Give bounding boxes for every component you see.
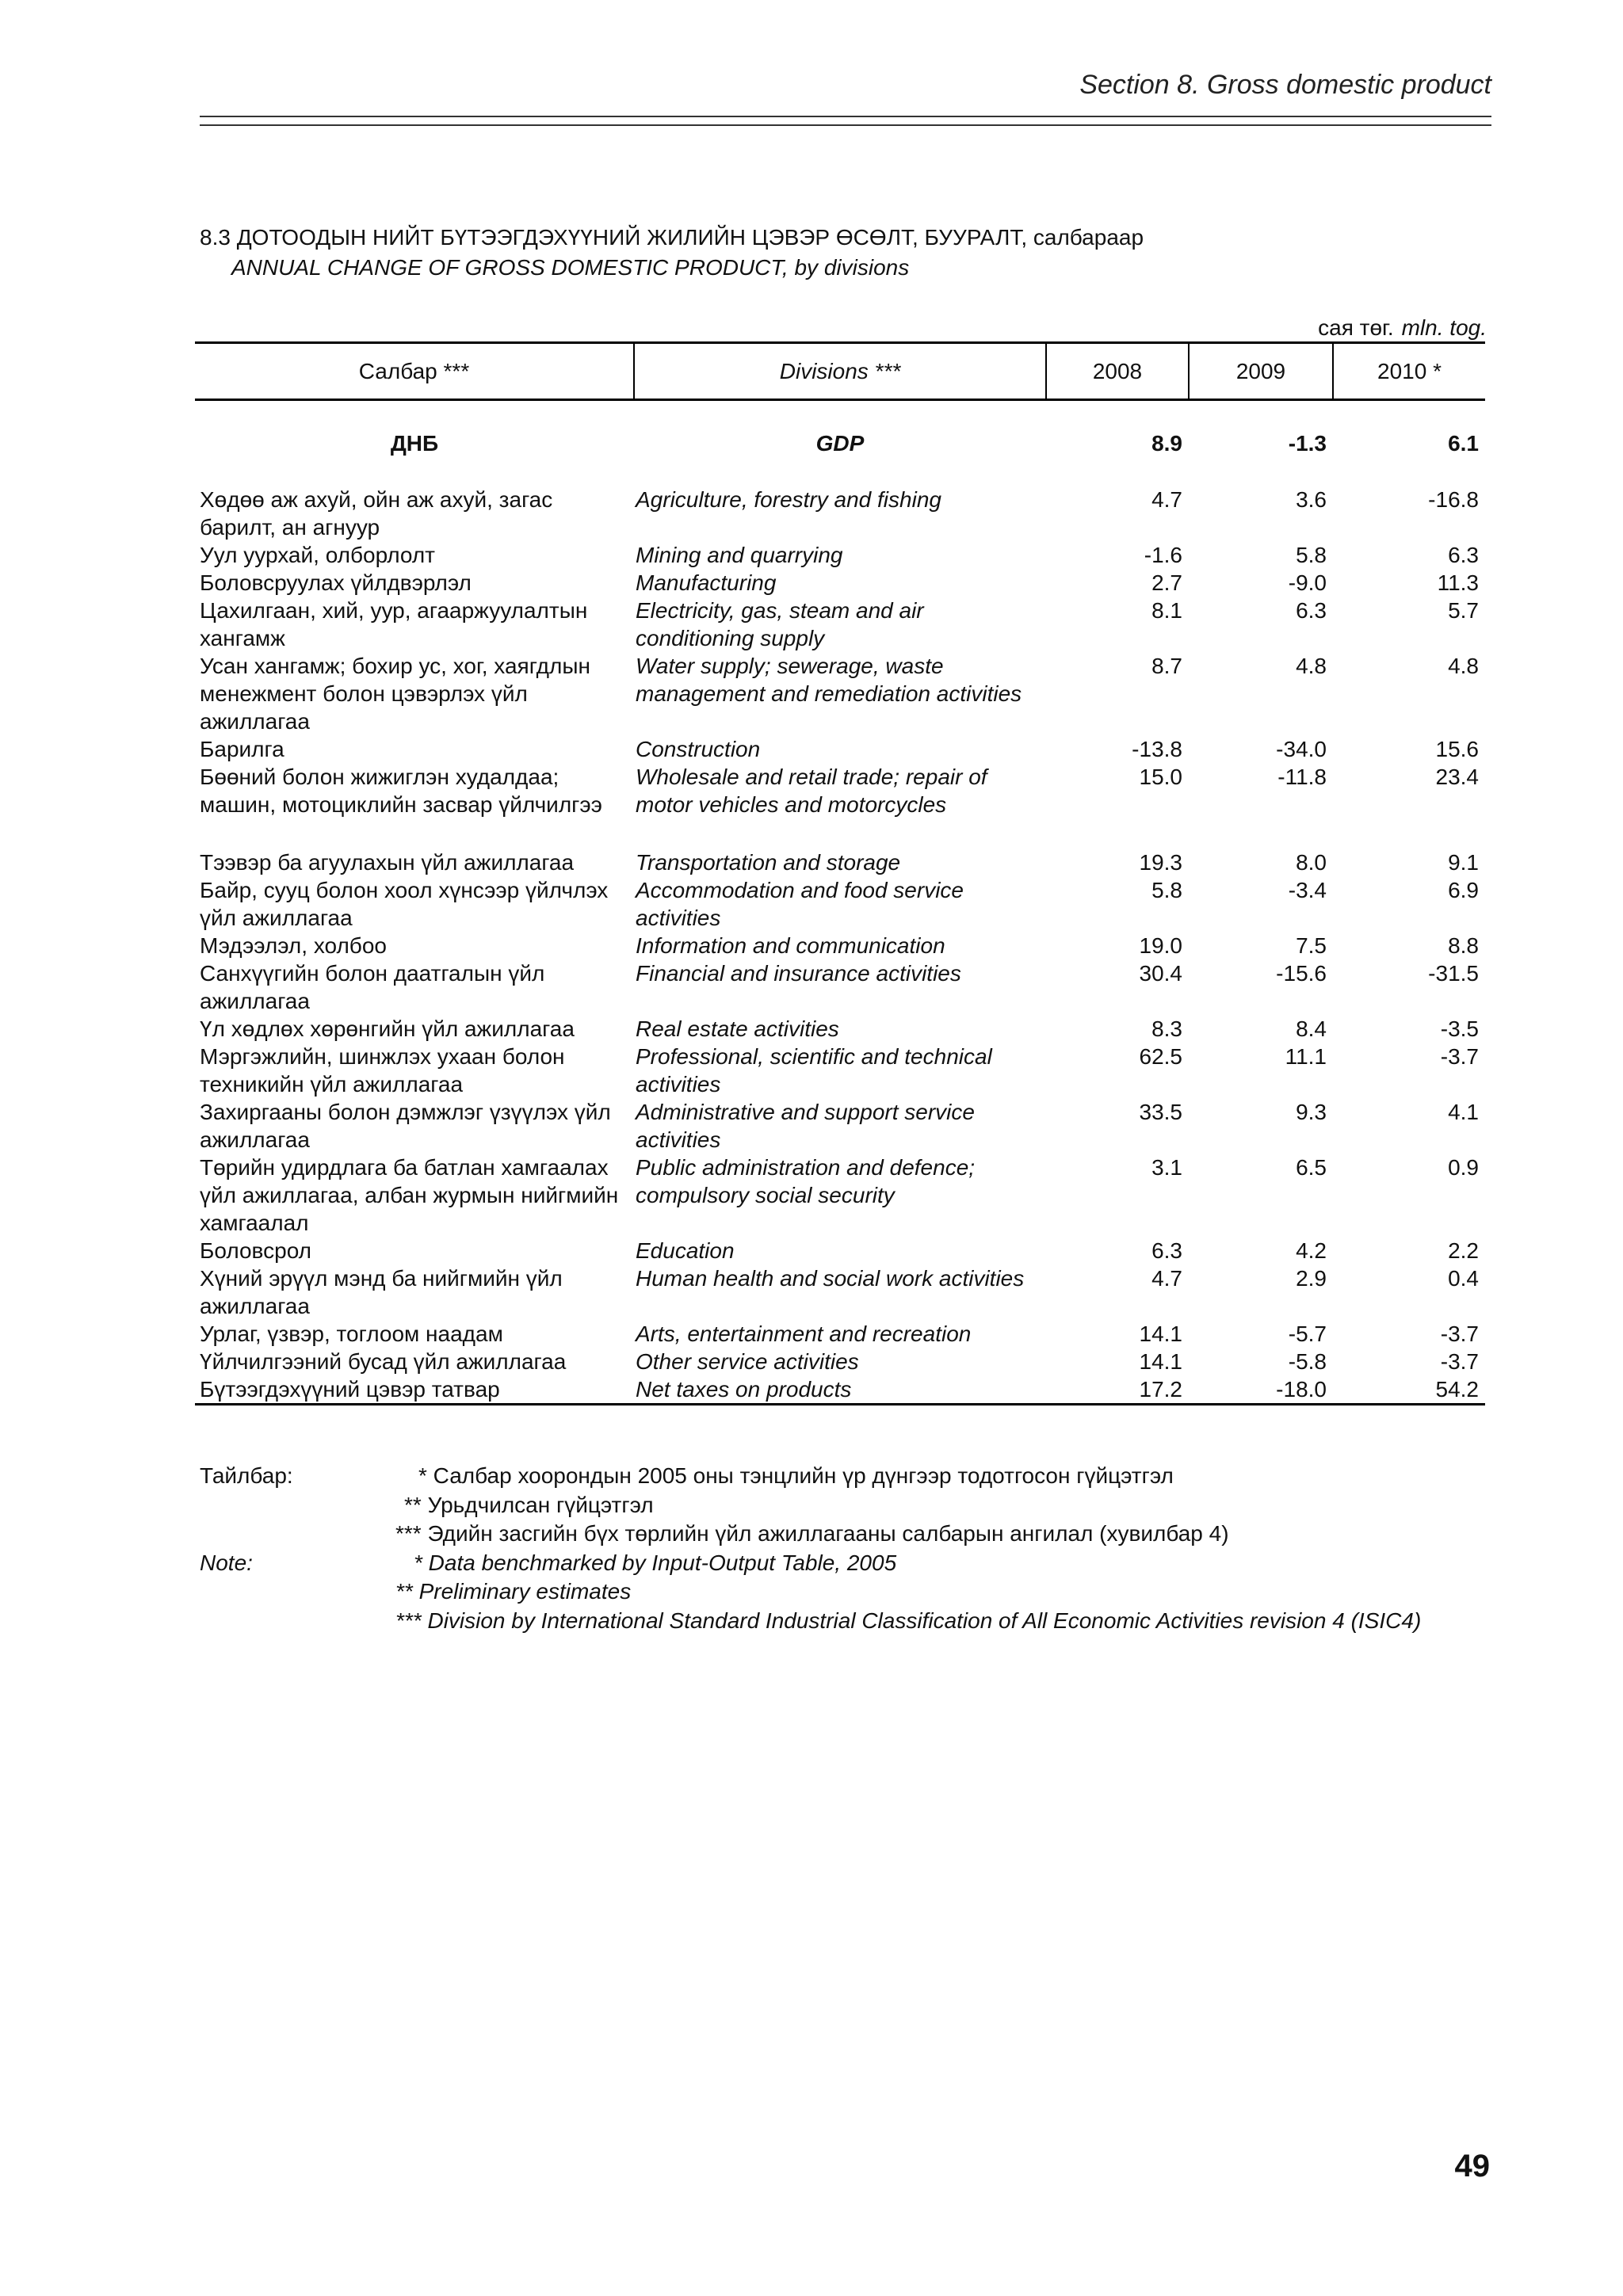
value-2010: 11.3 bbox=[1437, 570, 1479, 595]
value-2009: 6.5 bbox=[1296, 1155, 1327, 1180]
value-2008: 62.5 bbox=[1139, 1044, 1182, 1069]
value-2008: 15.0 bbox=[1139, 765, 1182, 789]
value-2008: -13.8 bbox=[1132, 737, 1182, 761]
header-rule-bottom bbox=[200, 124, 1491, 126]
value-2010: 23.4 bbox=[1435, 765, 1479, 789]
table-row-gdp bbox=[195, 400, 1485, 486]
value-2010: -3.7 bbox=[1440, 1322, 1479, 1346]
table-row bbox=[195, 1320, 1485, 1348]
note-mn-3: *** Эдийн засгийн бүх төрлийн үйл ажиллагааны салбарын ангилал (хувилбар 4) bbox=[395, 1521, 1229, 1546]
value-2008: 33.5 bbox=[1139, 1100, 1182, 1124]
unit-mn: сая төг. bbox=[1318, 315, 1394, 340]
value-2009: 9.3 bbox=[1296, 1100, 1327, 1124]
value-2010: 6.3 bbox=[1448, 543, 1479, 567]
value-2010: 8.8 bbox=[1448, 933, 1479, 958]
table-row bbox=[195, 541, 1485, 569]
row-label-mn: Бөөний болон жижиглэн худалдаа; машин, мотоциклийн засвар үйлчилгээ bbox=[200, 765, 602, 817]
value-2009: -9.0 bbox=[1288, 570, 1327, 595]
row-label-mn: Мэргэжлийн, шинжлэх ухаан болон техникийн үйл ажиллагаа bbox=[200, 1044, 565, 1097]
value-2009: 11.1 bbox=[1285, 1044, 1327, 1069]
table-row bbox=[195, 569, 1485, 597]
row-label-en: Mining and quarrying bbox=[636, 543, 843, 567]
value-2009: 4.8 bbox=[1296, 654, 1327, 678]
value-2008: 5.8 bbox=[1151, 878, 1182, 902]
unit-en: mln. tog. bbox=[1401, 315, 1487, 340]
value-2008: 19.3 bbox=[1139, 850, 1182, 875]
value-2008: 17.2 bbox=[1046, 1375, 1189, 1405]
table-row bbox=[195, 1348, 1485, 1375]
header-2008: 2008 bbox=[1046, 343, 1189, 400]
gdp-change-table bbox=[195, 341, 1485, 1405]
value-2008: 3.1 bbox=[1151, 1155, 1182, 1180]
row-label-mn: Боловсрол bbox=[200, 1238, 311, 1263]
value-2009: 3.6 bbox=[1296, 487, 1327, 512]
row-label-en: Public administration and defence; compulsory social security bbox=[636, 1155, 976, 1207]
row-label-en: Manufacturing bbox=[636, 570, 777, 595]
table-row bbox=[195, 1015, 1485, 1043]
value-2008: 14.1 bbox=[1139, 1322, 1182, 1346]
row-label-mn: Урлаг, үзвэр, тоглоом наадам bbox=[200, 1322, 503, 1346]
row-label-en: Net taxes on products bbox=[634, 1375, 1046, 1405]
row-label-mn: Үл хөдлөх хөрөнгийн үйл ажиллагаа bbox=[200, 1016, 575, 1041]
table-row bbox=[195, 763, 1485, 849]
value-2010: -3.7 bbox=[1440, 1349, 1479, 1374]
value-2009: 6.3 bbox=[1296, 598, 1327, 623]
table-row bbox=[195, 1237, 1485, 1264]
value-2010: -3.7 bbox=[1440, 1044, 1479, 1069]
row-label-en: Arts, entertainment and recreation bbox=[636, 1322, 972, 1346]
row-label-en: Water supply; sewerage, waste management and remediation activities bbox=[636, 654, 1022, 706]
value-2010: 0.4 bbox=[1448, 1266, 1479, 1291]
value-2008: 8.9 bbox=[1151, 431, 1182, 456]
section-header: Section 8. Gross domestic product bbox=[1079, 70, 1491, 100]
value-2009: -34.0 bbox=[1276, 737, 1327, 761]
row-label-en: Construction bbox=[636, 737, 761, 761]
table-row bbox=[195, 1154, 1485, 1237]
table-row bbox=[195, 849, 1485, 876]
row-label-en: Other service activities bbox=[636, 1349, 859, 1374]
notes-label-mn: Тайлбар: bbox=[200, 1463, 293, 1488]
value-2010: 54.2 bbox=[1333, 1375, 1485, 1405]
row-label-en: Accommodation and food service activities bbox=[636, 878, 964, 930]
value-2008: 19.0 bbox=[1139, 933, 1182, 958]
header-2010: 2010 * bbox=[1333, 343, 1485, 400]
value-2010: 4.8 bbox=[1448, 654, 1479, 678]
value-2008: 8.1 bbox=[1151, 598, 1182, 623]
note-en-2: ** Preliminary estimates bbox=[395, 1579, 632, 1604]
row-label-en: Wholesale and retail trade; repair of motor vehicles and motorcycles bbox=[636, 765, 987, 817]
row-label-en: Professional, scientific and technical activities bbox=[636, 1044, 992, 1097]
value-2008: 30.4 bbox=[1139, 961, 1182, 986]
row-label-mn: Цахилгаан, хий, уур, агааржуулалтын хангамж bbox=[200, 598, 588, 650]
table-row bbox=[195, 1043, 1485, 1098]
unit-label bbox=[1318, 315, 1487, 341]
table-row bbox=[195, 652, 1485, 735]
value-2008: 4.7 bbox=[1151, 487, 1182, 512]
row-label-en: Administrative and support service activities bbox=[636, 1100, 975, 1152]
value-2009: 2.9 bbox=[1296, 1266, 1327, 1291]
value-2008: 2.7 bbox=[1151, 570, 1182, 595]
row-label-mn: ДНБ bbox=[390, 431, 439, 456]
row-label-en: Agriculture, forestry and fishing bbox=[636, 487, 941, 512]
value-2009: 8.4 bbox=[1296, 1016, 1327, 1041]
value-2010: 6.9 bbox=[1448, 878, 1479, 902]
note-mn-1: * Салбар хоорондын 2005 оны тэнцлийн үр дүнгээр тодотгосон гүйцэтгэл bbox=[418, 1463, 1174, 1488]
row-label-mn: Хүний эрүүл мэнд ба нийгмийн үйл ажиллагаа bbox=[200, 1266, 563, 1318]
row-label-en: Information and communication bbox=[636, 933, 945, 958]
row-label-mn: Үйлчилгээний бусад үйл ажиллагаа bbox=[200, 1349, 567, 1374]
note-en-1: * Data benchmarked by Input-Output Table, 2005 bbox=[414, 1550, 897, 1575]
value-2008: 8.3 bbox=[1151, 1016, 1182, 1041]
value-2009: 7.5 bbox=[1296, 933, 1327, 958]
row-label-mn: Барилга bbox=[200, 737, 285, 761]
table-row bbox=[195, 959, 1485, 1015]
value-2009: 5.8 bbox=[1296, 543, 1327, 567]
value-2009: -3.4 bbox=[1288, 878, 1327, 902]
note-en-3: *** Division by International Standard Industrial Classification of All Economic Activities revision 4 (ISIC4) bbox=[395, 1608, 1422, 1633]
value-2010: 9.1 bbox=[1448, 850, 1479, 875]
value-2010: 15.6 bbox=[1435, 737, 1479, 761]
header-divisions: Divisions *** bbox=[634, 343, 1046, 400]
value-2008: 14.1 bbox=[1139, 1349, 1182, 1374]
header-salbar: Салбар *** bbox=[195, 343, 634, 400]
value-2010: 5.7 bbox=[1448, 598, 1479, 623]
row-label-mn: Мэдээлэл, холбоо bbox=[200, 933, 387, 958]
row-label-en: Human health and social work activities bbox=[636, 1266, 1025, 1291]
header-rule-top bbox=[200, 116, 1491, 117]
value-2010: 4.1 bbox=[1448, 1100, 1479, 1124]
value-2009: 8.0 bbox=[1296, 850, 1327, 875]
table-title-mn: 8.3 ДОТООДЫН НИЙТ БҮТЭЭГДЭХҮҮНИЙ ЖИЛИЙН ЦЭВЭР ӨСӨЛТ, БУУРАЛТ, салбараар bbox=[200, 225, 1144, 250]
value-2009: -5.7 bbox=[1288, 1322, 1327, 1346]
value-2009: -15.6 bbox=[1276, 961, 1327, 986]
value-2010: -16.8 bbox=[1428, 487, 1479, 512]
table-header-row bbox=[195, 343, 1485, 400]
row-label-mn: Усан хангамж; бохир ус, хог, хаягдлын менежмент болон цэвэрлэх үйл ажиллагаа bbox=[200, 654, 590, 734]
value-2010: 6.1 bbox=[1448, 431, 1479, 456]
row-label-en: Real estate activities bbox=[636, 1016, 839, 1041]
row-label-mn: Байр, сууц болон хоол хүнсээр үйлчлэх үйл ажиллагаа bbox=[200, 878, 609, 930]
row-label-mn: Уул уурхай, олборлолт bbox=[200, 543, 435, 567]
page-number: 49 bbox=[1454, 2149, 1490, 2183]
row-label-en: Transportation and storage bbox=[636, 850, 901, 875]
table-row bbox=[195, 735, 1485, 763]
value-2008: 8.7 bbox=[1151, 654, 1182, 678]
value-2008: -1.6 bbox=[1144, 543, 1182, 567]
value-2010: 2.2 bbox=[1448, 1238, 1479, 1263]
row-label-mn: Бүтээгдэхүүний цэвэр татвар bbox=[195, 1375, 634, 1405]
table-title-en: ANNUAL CHANGE OF GROSS DOMESTIC PRODUCT, by divisions bbox=[231, 255, 910, 280]
row-label-en: GDP bbox=[815, 431, 865, 456]
value-2010: 0.9 bbox=[1448, 1155, 1479, 1180]
row-label-mn: Захиргааны болон дэмжлэг үзүүлэх үйл ажиллагаа bbox=[200, 1100, 611, 1152]
table-row bbox=[195, 932, 1485, 959]
value-2009: -1.3 bbox=[1288, 431, 1327, 456]
value-2009: -5.8 bbox=[1288, 1349, 1327, 1374]
table-row bbox=[195, 1264, 1485, 1320]
value-2009: 4.2 bbox=[1296, 1238, 1327, 1263]
notes-block bbox=[200, 1462, 1421, 1635]
row-label-mn: Санхүүгийн болон даатгалын үйл ажиллагаа bbox=[200, 961, 545, 1013]
value-2010: -3.5 bbox=[1440, 1016, 1479, 1041]
value-2008: 4.7 bbox=[1151, 1266, 1182, 1291]
row-label-mn: Тээвэр ба агуулахын үйл ажиллагаа bbox=[200, 850, 575, 875]
value-2010: -31.5 bbox=[1428, 961, 1479, 986]
value-2009: -11.8 bbox=[1277, 765, 1327, 789]
note-mn-2: ** Урьдчилсан гүйцэтгэл bbox=[404, 1492, 654, 1517]
row-label-en: Electricity, gas, steam and air conditioning supply bbox=[636, 598, 924, 650]
row-label-mn: Хөдөө аж ахуй, ойн аж ахуй, загас барилт, ан агнуур bbox=[200, 487, 553, 540]
header-2009: 2009 bbox=[1189, 343, 1333, 400]
row-label-en: Education bbox=[636, 1238, 735, 1263]
value-2009: -18.0 bbox=[1189, 1375, 1333, 1405]
row-label-mn: Боловсруулах үйлдвэрлэл bbox=[200, 570, 472, 595]
table-row bbox=[195, 597, 1485, 652]
table-row bbox=[195, 486, 1485, 541]
row-label-en: Financial and insurance activities bbox=[636, 961, 961, 986]
table-row bbox=[195, 1098, 1485, 1154]
row-label-mn: Төрийн удирдлага ба батлан хамгаалах үйл ажиллагаа, албан журмын нийгмийн хамгаалал bbox=[200, 1155, 619, 1235]
table-row bbox=[195, 876, 1485, 932]
notes-label-en: Note: bbox=[200, 1550, 253, 1575]
table-row bbox=[195, 1375, 1485, 1405]
value-2008: 6.3 bbox=[1151, 1238, 1182, 1263]
